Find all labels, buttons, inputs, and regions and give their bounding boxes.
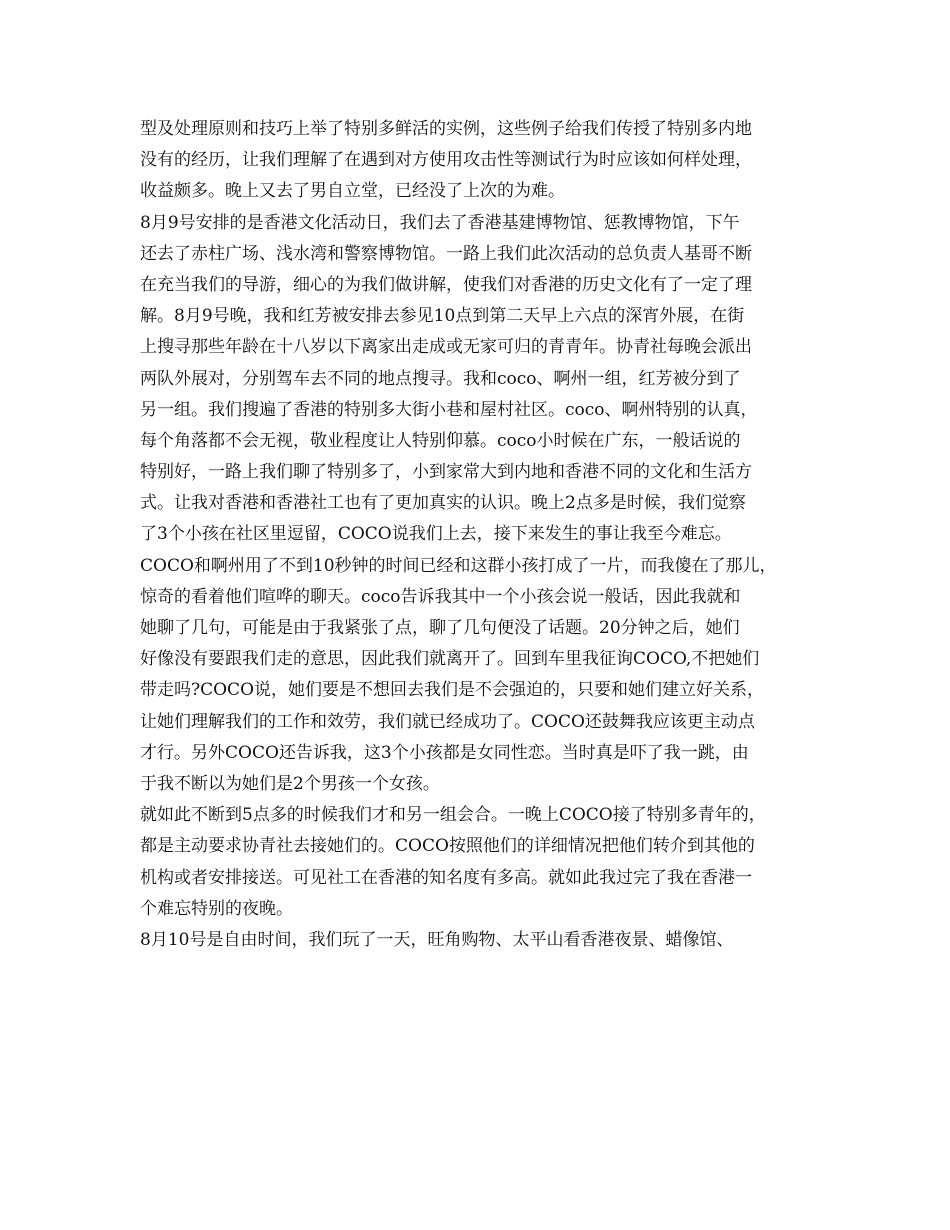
text-line: 她聊了几句，可能是由于我紧张了点，聊了几句便没了话题。20分钟之后，她们 [140,618,740,638]
text-line: 个难忘特别的夜晚。 [140,898,293,919]
text-line: 惊奇的看着他们喧哗的聊天。coco告诉我其中一个小孩会说一般话，因此我就和 [140,586,741,607]
text-line: 两队外展对，分别驾车去不同的地点搜寻。我和coco、啊州一组，红芳被分到了 [140,368,741,389]
text-line: 让她们理解我们的工作和效劳，我们就已经成功了。COCO还鼓舞我应该更主动点 [140,711,755,732]
text-line: 机构或者安排接送。可见社工在香港的知名度有多高。就如此我过完了我在香港一 [140,867,752,888]
text-line: 于我不断以为她们是2个男孩一个女孩。 [140,773,440,794]
text-line: 特别好，一路上我们聊了特别多了，小到家常大到内地和香港不同的文化和生活方 [140,462,752,483]
text-line: 就如此不断到5点多的时候我们才和另一组会合。一晚上COCO接了特别多青年的， [140,805,766,826]
text-line: 解。8月9号晚，我和红芳被安排去参见10点到第二天早上六点的深宵外展，在街 [140,306,745,327]
text-line: 在充当我们的导游，细心的为我们做讲解，使我们对香港的历史文化有了一定了理 [140,274,752,295]
body-text [140,114,840,956]
text-line: 上搜寻那些年龄在十八岁以下离家出走成或无家可归的青青年。协青社每晚会派出 [140,337,752,358]
text-line: 没有的经历，让我们理解了在遇到对方使用攻击性等测试行为时应该如何样处理， [140,150,752,171]
text-line: 了3个小孩在社区里逗留，COCO说我们上去，接下来发生的事让我至今难忘。 [140,524,732,545]
text-line: 另一组。我们搜遍了香港的特别多大街小巷和屋村社区。coco、啊州特别的认真， [140,399,758,420]
text-line: 型及处理原则和技巧上举了特别多鲜活的实例，这些例子给我们传授了特别多内地 [140,119,752,139]
text-line: 带走吗?COCO说，她们要是不想回去我们是不会强迫的，只要和她们建立好关系， [140,680,765,701]
text-line: 每个角落都不会无视，敬业程度让人特别仰慕。coco小时候在广东，一般话说的 [140,430,741,451]
text-line: 还去了赤柱广场、浅水湾和警察博物馆。一路上我们此次活动的总负责人基哥不断 [140,243,752,264]
text-line: 好像没有要跟我们走的意思，因此我们就离开了。回到车里我征询COCO,不把她们 [140,649,760,670]
text-line: 都是主动要求协青社去接她们的。COCO按照他们的详细情况把他们转介到其他的 [140,836,755,857]
text-line: 收益颇多。晚上又去了男自立堂，已经没了上次的为难。 [140,181,565,202]
text-line: 8月10号是自由时间，我们玩了一天，旺角购物、太平山看香港夜景、蜡像馆、 [140,929,734,950]
text-line: 式。让我对香港和香港社工也有了更加真实的认识。晚上2点多是时候，我们觉察 [140,493,746,514]
text-line: COCO和啊州用了不到10秒钟的时间已经和这群小孩打成了一片，而我傻在了那儿， [140,555,777,576]
text-line: 8月9号安排的是香港文化活动日，我们去了香港基建博物馆、惩教博物馆，下午 [140,212,740,233]
text-line: 才行。另外COCO还告诉我，这3个小孩都是女同性恋。当时真是吓了我一跳，由 [140,742,749,763]
